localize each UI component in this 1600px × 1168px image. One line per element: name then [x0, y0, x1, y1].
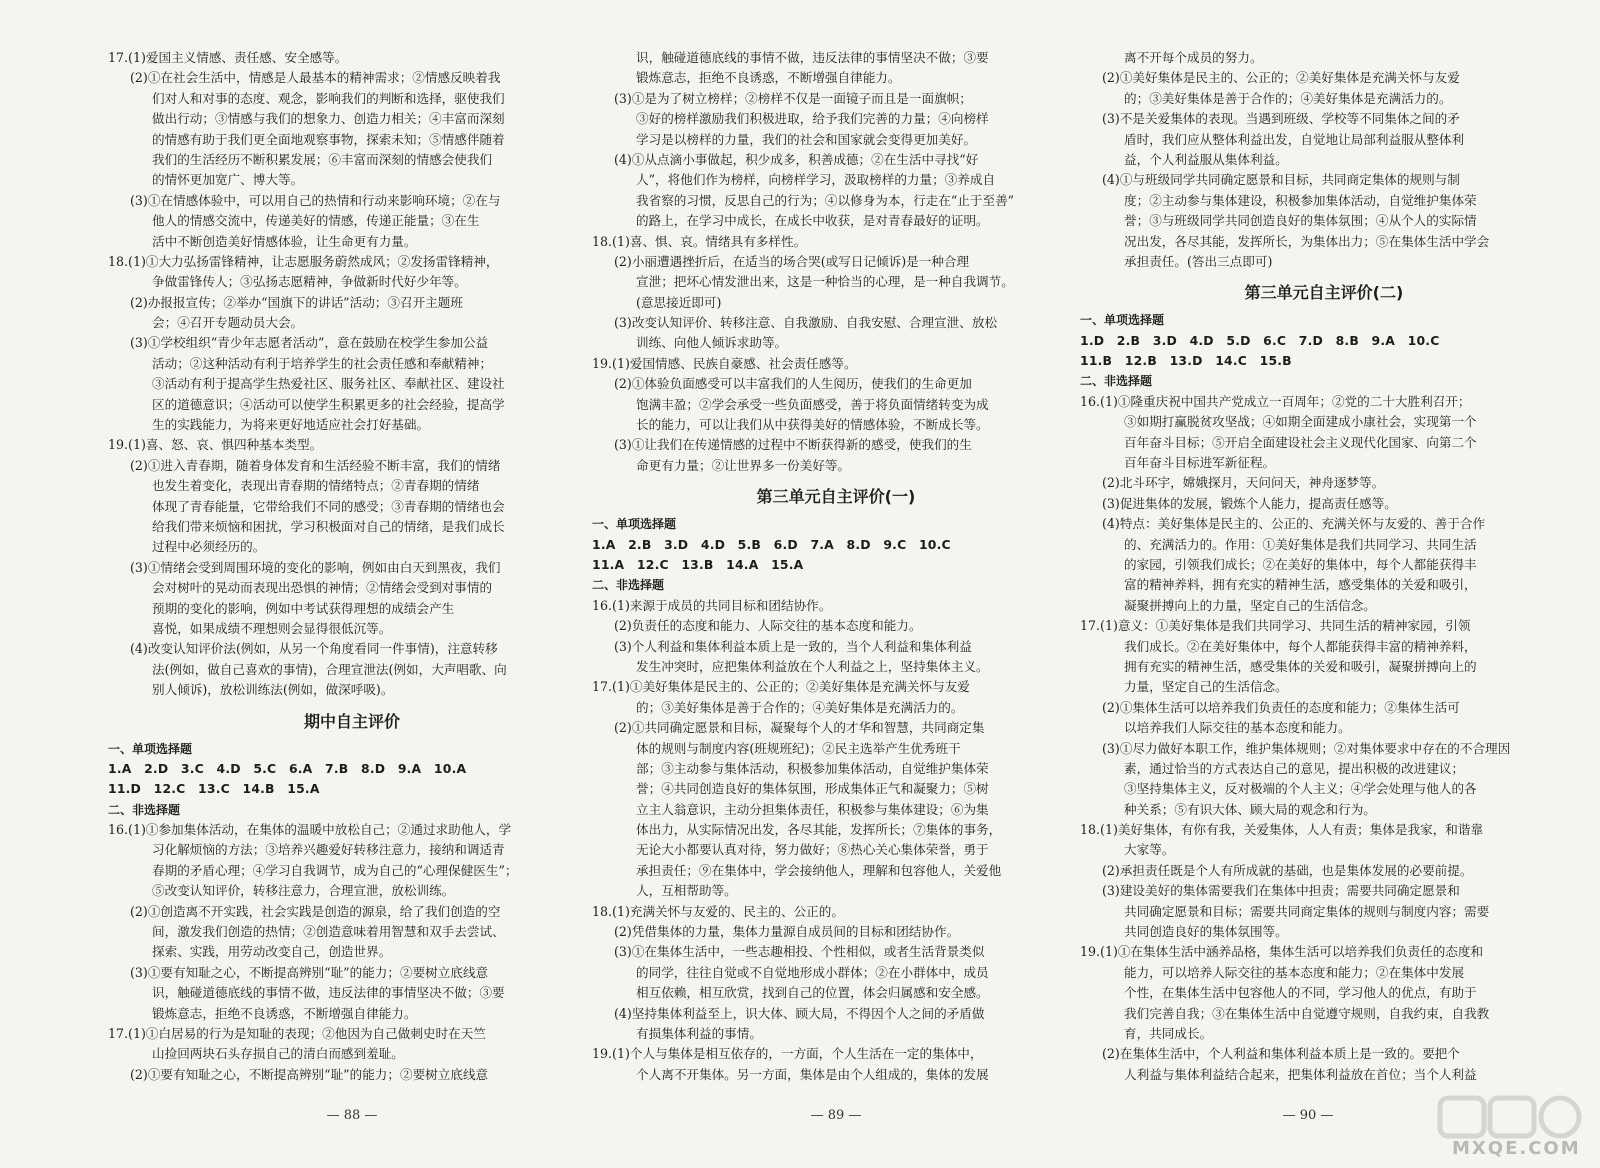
answer-line: (4)改变认知评价法(例如，从另一个角度看同一件事情)，注意转移 — [130, 641, 498, 657]
answer-line: 发生冲突时，应把集体利益放在个人利益之上，坚持集体主义。 — [636, 658, 989, 674]
answer-line: 相互依赖，相互欣赏，找到自己的位置，体会归属感和安全感。 — [636, 985, 989, 1001]
answer-line: 誉；④共同创造良好的集体氛围，形成集体正气和凝聚力；⑤树 — [636, 781, 989, 797]
answer-line: 的；③美好集体是善于合作的；④美好集体是充满活力的。 — [636, 699, 964, 715]
answer-line: 法(例如，做自己喜欢的事情)，合理宣泄法(例如，大声唱歌、向 — [152, 661, 507, 677]
answer-line: 饱满丰盈；②学会承受一些负面感受，善于将负面情绪转变为成 — [636, 396, 989, 412]
answer-line: 喜悦，如果成绩不理想则会显得很低沉等。 — [152, 620, 392, 636]
answer-line: 17.(1)①白居易的行为是知耻的表现；②他因为自己做刺史时在天竺 — [108, 1025, 486, 1041]
answer-line: (2)办报报宣传；②举办“国旗下的讲话”活动；③召开主题班 — [130, 294, 463, 310]
answer-line: (3)建设美好的集体需要我们在集体中担责；需要共同确定愿景和 — [1102, 883, 1460, 899]
answer-line: 誉；③与班级同学共同创造良好的集体氛围；④从个人的实际情 — [1124, 213, 1477, 229]
answer-line: 个性，在集体生活中包容他人的不同，学习他人的优点，有助于 — [1124, 985, 1477, 1001]
answer-line: 锻炼意志，拒绝不良诱惑，不断增强自律能力。 — [152, 1005, 417, 1021]
answer-line: (3)个人利益和集体利益本质上是一致的，当个人利益和集体利益 — [614, 638, 972, 654]
answer-line: 凝聚拼搏向上的力量，坚定自己的生活信念。 — [1124, 597, 1376, 613]
answer-line: (2)负责任的态度和能力、人际交往的基本态度和能力。 — [614, 618, 922, 634]
subsection-heading: 一、单项选择题 — [1080, 313, 1165, 328]
answer-line: 他人的情感交流中，传递美好的情感，传递正能量；③在生 — [152, 213, 480, 229]
page-89-column — [592, 48, 1080, 1098]
answer-line: 度；②主动参与集体建设，积极参加集体活动，自觉维护集体荣 — [1124, 192, 1477, 208]
answer-line: 的同学，往往自觉或不自觉地形成小群体；②在小群体中，成员 — [636, 964, 989, 980]
answer-line: ⑤改变认知评价，转移注意力，合理宣泄，放松训练。 — [152, 883, 455, 899]
answer-line: 有损集体利益的事情。 — [636, 1025, 762, 1041]
answer-line: (2)凭借集体的力量，集体力量源自成员间的目标和团结协作。 — [614, 924, 960, 940]
answer-line: 宣泄；把坏心情发泄出来，这是一种恰当的心理，是一种自我调节。 — [636, 274, 1014, 290]
answer-line: 过程中必须经历的。 — [152, 539, 266, 555]
answer-key-row: 11.B 12.B 13.D 14.C 15.B — [1080, 353, 1292, 369]
answer-line: 的、充满活力的。作用：①美好集体是我们共同学习、共同生活 — [1124, 536, 1477, 552]
answer-line: 的家园，引领我们成长；②在美好的集体中，每个人都能获得丰 — [1124, 556, 1477, 572]
answer-line: 区的道德意识；④活动可以使学生积累更多的社会经验，提高学 — [152, 396, 505, 412]
answer-line: 无论大小都要认真对待，努力做好；⑧热心关心集体荣誉，勇于 — [636, 842, 989, 858]
answer-line: 16.(1)①参加集体活动，在集体的温暖中放松自己；②通过求助他人，学 — [108, 822, 512, 838]
answer-line: 我省察的习惯，反思自己的行为；④以修身为本，行走在“止于至善” — [636, 192, 1015, 208]
answer-line: (3)①要有知耻之心，不断提高辨别“耻”的能力；②要树立底线意 — [130, 964, 489, 980]
answer-key-row: 1.A 2.B 3.D 4.D 5.B 6.D 7.A 8.D 9.C 10.C — [592, 536, 951, 552]
answer-line: 也发生着变化，表现出青春期的情绪特点；②青春期的情绪 — [152, 478, 480, 494]
answer-line: 做出行动；③情感与我们的想象力、创造力相关；④丰富而深刻 — [152, 111, 505, 127]
answer-line: 百年奋斗目标进军新征程。 — [1124, 455, 1276, 471]
answer-line: 训练、向他人倾诉求助等。 — [636, 335, 788, 351]
answer-line: ③坚持集体主义，反对极端的个人主义；④学会处理与他人的各 — [1124, 781, 1477, 797]
answer-line: 17.(1)爱国主义情感、责任感、安全感等。 — [108, 50, 348, 65]
answer-line: 19.(1)①在集体生活中涵养品格，集体生活可以培养我们负责任的态度和 — [1080, 944, 1484, 960]
answer-line: 盾时，我们应从整体利益出发，自觉地让局部利益服从整体利 — [1124, 131, 1465, 147]
answer-line: 个人离不开集体。另一方面，集体是由个人组成的，集体的发展 — [636, 1066, 989, 1082]
answer-line: 况出发，各尽其能，发挥所长，为集体出力；⑤在集体生活中学会 — [1124, 233, 1490, 249]
answer-line: (2)①进入青春期，随着身体发育和生活经验不断丰富，我们的情绪 — [130, 457, 501, 473]
answer-line: 锻炼意志，拒绝不良诱惑，不断增强自律能力。 — [636, 70, 901, 86]
answer-line: 学习是以榜样的力量，我们的社会和国家就会变得更加美好。 — [636, 131, 977, 147]
answer-line: 我们成长。②在美好集体中，每个人都能获得丰富的精神养料， — [1124, 638, 1477, 654]
answer-line: 16.(1)来源于成员的共同目标和团结协作。 — [592, 597, 832, 613]
answer-line: (3)①情绪会受到周围环境的变化的影响，例如由白天到黑夜，我们 — [130, 559, 501, 575]
subsection-heading: 一、单项选择题 — [592, 517, 677, 532]
answer-line: 18.(1)①大力弘扬雷锋精神，让志愿服务蔚然成风；②发扬雷锋精神， — [108, 253, 499, 269]
answer-line: 承担责任。(答出三点即可) — [1124, 253, 1273, 269]
section-title: 第三单元自主评价(一) — [756, 487, 916, 507]
answer-line: 识，触碰道德底线的事情不做，违反法律的事情坚决不做；③要 — [152, 985, 505, 1001]
answer-line: 们对人和对事的态度、观念，影响我们的判断和选择，驱使我们 — [152, 90, 505, 106]
answer-line: (2)①集体生活可以培养我们负责任的态度和能力；②集体生活可 — [1102, 699, 1460, 715]
section-title: 第三单元自主评价(二) — [1244, 283, 1404, 303]
answer-line: ③如期打赢脱贫攻坚战；④如期全面建成小康社会，实现第一个 — [1124, 414, 1477, 430]
answer-line: (3)①在集体生活中，一些志趣相投、个性相似，或者生活背景类似 — [614, 944, 985, 960]
page-number-88: — 88 — — [326, 1108, 378, 1123]
answer-line: 19.(1)喜、怒、哀、惧四种基本类型。 — [108, 437, 323, 453]
answer-line: ③活动有利于提高学生热爱社区、服务社区、奉献社区、建设社 — [152, 376, 505, 392]
answer-line: (3)①是为了树立榜样；②榜样不仅是一面镜子而且是一面旗帜； — [614, 90, 972, 106]
answer-line: 人，互相帮助等。 — [636, 883, 737, 899]
answer-line: (4)①与班级同学共同确定愿景和目标，共同商定集体的规则与制 — [1102, 172, 1460, 188]
answer-line: 长的能力，可以让我们从中获得美好的情感体验，不断成长等。 — [636, 417, 989, 433]
answer-line: (2)北斗环宇，嫦娥探月，天问问天，神舟逐梦等。 — [1102, 475, 1385, 491]
answer-line: 离不开每个成员的努力。 — [1124, 50, 1263, 65]
subsection-heading: 二、非选择题 — [1080, 374, 1153, 389]
answer-line: 活中不断创造美好情感体验，让生命更有力量。 — [152, 233, 417, 249]
answer-line: 立主人翁意识，主动分担集体责任，积极参与集体建设；⑥为集 — [636, 801, 989, 817]
watermark-text: MXQE.COM — [1452, 1138, 1581, 1159]
answer-key-row: 11.D 12.C 13.C 14.B 15.A — [108, 781, 320, 797]
answer-line: (2)①在社会生活中，情感是人最基本的精神需求；②情感反映着我 — [130, 70, 501, 86]
page-90-column — [1080, 48, 1568, 1098]
answer-line: 能力，可以培养人际交往的基本态度和能力；②在集体中发展 — [1124, 964, 1465, 980]
answer-line: 争做雷锋传人；③弘扬志愿精神，争做新时代好少年等。 — [152, 274, 467, 290]
page-number-89: — 89 — — [810, 1108, 862, 1123]
answer-line: (2)在集体生活中，个人利益和集体利益本质上是一致的。要把个 — [1102, 1046, 1460, 1062]
answer-line: 19.(1)个人与集体是相互依存的，一方面，个人生活在一定的集体中， — [592, 1046, 983, 1062]
answer-line: (3)①学校组织“青少年志愿者活动”，意在鼓励在校学生参加公益 — [130, 335, 489, 351]
answer-line: 我们完善自我；③在集体生活中自觉遵守规则，自我约束，自我教 — [1124, 1005, 1490, 1021]
answer-line: (2)小丽遭遇挫折后，在适当的场合哭(或写日记倾诉)是一种合理 — [614, 253, 970, 269]
answer-line: 共同确定愿景和目标；需要共同商定集体的规则与制度内容；需要 — [1124, 903, 1490, 919]
answer-line: 命更有力量；②让世界多一份美好等。 — [636, 457, 851, 473]
answer-line: 素，通过恰当的方式表达自己的意见，提出积极的改进建议； — [1124, 760, 1465, 776]
answer-line: 体现了青春能量，它带给我们不同的感受；③青春期的情绪也会 — [152, 498, 505, 514]
answer-line: 富的精神养料，拥有充实的精神生活，感受集体的关爱和吸引， — [1124, 577, 1477, 593]
answer-line: 人”，将他们作为榜样，向榜样学习，汲取榜样的力量；③养成自 — [636, 172, 996, 188]
answer-line: ③好的榜样激励我们积极进取，给予我们完善的力量；④向榜样 — [636, 111, 989, 127]
page-88-column — [108, 48, 596, 1098]
answer-line: 共同创造良好的集体氛围等。 — [1124, 924, 1288, 940]
answer-line: 部；③主动参与集体活动，积极参加集体活动，自觉维护集体荣 — [636, 760, 989, 776]
subsection-heading: 二、非选择题 — [592, 578, 665, 593]
answer-line: 的；③美好集体是善于合作的；④美好集体是充满活力的。 — [1124, 90, 1452, 106]
subsection-heading: 一、单项选择题 — [108, 741, 193, 756]
answer-line: 别人倾诉)，放松训练法(例如，做深呼吸)。 — [152, 682, 394, 698]
answer-line: 16.(1)①隆重庆祝中国共产党成立一百周年；②党的二十大胜利召开； — [1080, 393, 1471, 409]
answer-line: 探索、实践，用劳动改变自己，创造世界。 — [152, 944, 392, 960]
answer-line: 生的实践能力，为将来更好地适应社会打好基础。 — [152, 417, 430, 433]
answer-line: 识，触碰道德底线的事情不做，违反法律的事情坚决不做；③要 — [636, 50, 989, 65]
answer-line: 大家等。 — [1124, 842, 1175, 858]
answer-line: (2)①要有知耻之心，不断提高辨别“耻”的能力；②要树立底线意 — [130, 1066, 489, 1082]
answer-key-row: 1.D 2.B 3.D 4.D 5.D 6.C 7.D 8.B 9.A 10.C — [1080, 332, 1440, 348]
answer-line: 给我们带来烦恼和困扰，学习积极面对自己的情绪，是我们成长 — [152, 518, 505, 534]
answer-line: 以培养我们人际交往的基本态度和能力。 — [1124, 720, 1351, 736]
answer-line: (3)①尽力做好本职工作，维护集体规则；②对集体要求中存在的不合理因 — [1102, 740, 1511, 756]
answer-line: 力量，坚定自己的生活信念。 — [1124, 679, 1288, 695]
subsection-heading: 二、非选择题 — [108, 802, 181, 817]
answer-line: (2)①共同确定愿景和目标，凝聚每个人的才华和智慧，共同商定集 — [614, 720, 985, 736]
answer-line: 承担责任；⑨在集体中，学会接纳他人，理解和包容他人，关爱他 — [636, 862, 1002, 878]
answer-line: 18.(1)充满关怀与友爱的、民主的、公正的。 — [592, 903, 844, 919]
answer-line: 体出力，从实际情况出发，各尽其能，发挥所长；⑦集体的事务， — [636, 822, 1002, 838]
answer-line: (3)改变认知评价、转移注意、自我激励、自我安慰、合理宣泄、放松 — [614, 315, 998, 331]
answer-line: 的情怀更加宽广、博大等。 — [152, 172, 304, 188]
answer-line: 预期的变化的影响，例如中考试获得理想的成绩会产生 — [152, 600, 455, 616]
answer-line: (意思接近即可) — [636, 294, 722, 310]
answer-line: 拥有充实的精神生活，感受集体的关爱和吸引，凝聚拼搏向上的 — [1124, 658, 1477, 674]
answer-line: (4)坚持集体利益至上，识大体、顾大局，不得因个人之间的矛盾做 — [614, 1005, 985, 1021]
answer-line: (4)特点：美好集体是民主的、公正的、充满关怀与友爱的、善于合作 — [1102, 516, 1486, 532]
answer-line: 会对树叶的晃动而表现出恐惧的神情；②情绪会受到对事情的 — [152, 580, 493, 596]
answer-line: 山捡回两块石头存损自己的清白而感到羞耻。 — [152, 1046, 404, 1062]
answer-line: 习化解烦恼的方法；③培养兴趣爱好转移注意力，接纳和调适青 — [152, 842, 505, 858]
answer-line: 体的规则与制度内容(班规班纪)；②民主选举产生优秀班干 — [636, 740, 961, 756]
answer-line: (3)①在情感体验中，可以用自己的热情和行动来影响环境；②在与 — [130, 192, 501, 208]
answer-line: (2)①体验负面感受可以丰富我们的人生阅历，使我们的生命更加 — [614, 376, 972, 392]
answer-line: 我们的生活经历不断积累发展；⑥丰富而深刻的情感会使我们 — [152, 151, 493, 167]
answer-line: 人利益与集体利益结合起来，把集体利益放在首位；当个人利益 — [1124, 1066, 1477, 1082]
answer-key-row: 1.A 2.D 3.C 4.D 5.C 6.A 7.B 8.D 9.A 10.A — [108, 760, 467, 776]
answer-line: (3)①让我们在传递情感的过程中不断获得新的感受，使我们的生 — [614, 437, 972, 453]
answer-line: 百年奋斗目标；⑤开启全面建设社会主义现代化国家、向第二个 — [1124, 434, 1477, 450]
answer-key-row: 11.A 12.C 13.B 14.A 15.A — [592, 556, 804, 572]
answer-line: 17.(1)意义：①美好集体是我们共同学习、共同生活的精神家园，引领 — [1080, 618, 1471, 634]
answer-line: (2)①美好集体是民主的、公正的；②美好集体是充满关怀与友爱 — [1102, 70, 1460, 86]
answer-line: 春期的矛盾心理；④学习自我调节，成为自己的“心理保健医生”； — [152, 862, 518, 878]
answer-line: 19.(1)爱国情感、民族自豪感、社会责任感等。 — [592, 355, 857, 371]
answer-line: (2)承担责任既是个人有所成就的基础，也是集体发展的必要前提。 — [1102, 862, 1473, 878]
answer-line: 17.(1)①美好集体是民主的、公正的；②美好集体是充满关怀与友爱 — [592, 679, 970, 695]
answer-line: 的路上，在学习中成长，在成长中收获，是对青春最好的证明。 — [636, 213, 989, 229]
answer-line: 的情感有助于我们更全面地观察事物，探索未知；⑤情感伴随着 — [152, 131, 505, 147]
answer-line: 活动；②这种活动有利于培养学生的社会责任感和奉献精神； — [152, 355, 493, 371]
answer-line: 会；④召开专题动员大会。 — [152, 315, 304, 331]
answer-line: (4)①从点滴小事做起，积少成多，积善成德；②在生活中寻找“好 — [614, 151, 979, 167]
answer-line: 18.(1)喜、惧、哀。情绪具有多样性。 — [592, 233, 807, 249]
answer-line: 18.(1)美好集体，有你有我，关爱集体，人人有责；集体是我家，和谐靠 — [1080, 822, 1484, 838]
answer-line: (2)①创造离不开实践，社会实践是创造的源泉，给了我们创造的空 — [130, 903, 501, 919]
answer-line: (3)促进集体的发展，锻炼个人能力，提高责任感等。 — [1102, 495, 1397, 511]
answer-line: 益，个人利益服从集体利益。 — [1124, 151, 1288, 167]
section-title: 期中自主评价 — [303, 711, 400, 731]
page-number-90: — 90 — — [1282, 1108, 1334, 1123]
answer-line: 育，共同成长。 — [1124, 1025, 1213, 1041]
answer-line: (3)不是关爱集体的表现。当遇到班级、学校等不同集体之间的矛 — [1102, 111, 1460, 127]
answer-line: 种关系；⑤有识大体、顾大局的观念和行为。 — [1124, 801, 1376, 817]
answer-line: 间，激发我们创造的热情；②创造意味着用智慧和双手去尝试、 — [152, 924, 505, 940]
